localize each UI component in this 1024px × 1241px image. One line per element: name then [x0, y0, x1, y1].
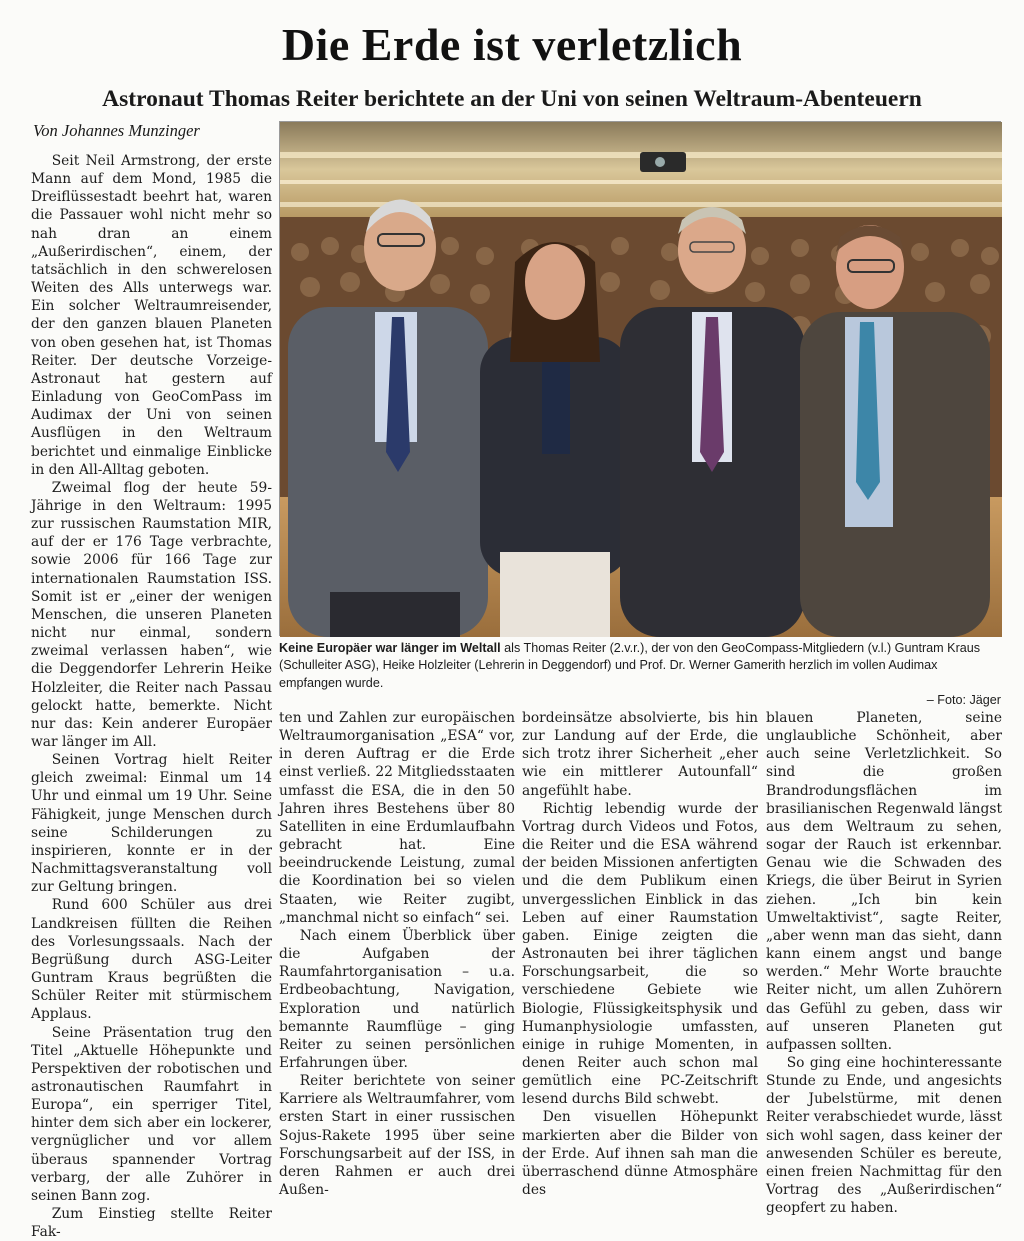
body-paragraph: Rund 600 Schüler aus drei Landkreisen füllten die Reihen des Vorlesungssaals. Nach der Begrüßung durch ASG-Leiter Guntram Kraus begrüßten die Schüler Reiter mit stürmischem Applaus. — [31, 897, 272, 1023]
body-paragraph: blauen Planeten, seine unglaubliche Schönheit, aber auch seine Verletzlichkeit. So sind die großen Brandrodungsflächen im brasilianischen Regenwald längst aus dem Weltraum zu sehen, sogar der Rauch ist erkennbar. Genau wie die Schwaden des Kriegs, die über Beirut in Syrien ziehen. „Ich bin kein Umweltaktivist“, sagte Reiter, „aber wenn man das sieht, dann kann einem angst und bange werden.“ Mehr Worte brauchte Reiter nicht, um allen Zuhörern das Gefühl zu geben, dass wir auf unseren Planeten gut aufpassen sollten. — [766, 710, 1002, 1053]
body-paragraph: Richtig lebendig wurde der Vortrag durch Videos und Fotos, die Reiter und die ESA während der beiden Missionen anfertigten und die dem Publikum einen unvergesslichen Einblick in das Leben auf einer Raumstation gaben. Einige zeigten die Astronauten bei ihrer täglichen Forschungsarbeit, die so verschiedene Gebiete wie Biologie, Flüssigkeitsphysik und Humanphysiologie umfassten, einige in ruhige Momenten, in denen Reiter auch schon mal gemütlich eine PC-Zeitschrift lesend durchs Bild schwebt. — [522, 800, 758, 1108]
text-column-2 — [279, 709, 515, 1199]
body-paragraph: Zweimal flog der heute 59-Jährige in den Weltraum: 1995 zur russischen Raumstation MIR, auf der er 176 Tage verbrachte, sowie 2006 für 166 Tage zur internationalen Raumstation ISS. Somit ist er „einer der wenigen Menschen, die unseren Planeten nicht nur einmal, sondern zweimal verlassen haben“, wie die Deggendorfer Lehrerin Heike Holzleiter, die Reiter nach Passau gelockt hatte, bemerkte. Nicht nur das: Kein anderer Europäer war länger im All. — [31, 479, 272, 750]
byline: Von Johannes Munzinger — [33, 121, 200, 140]
photo-audimax-group — [280, 122, 1002, 637]
caption-lead: Keine Europäer war länger im Weltall — [279, 641, 501, 655]
body-paragraph: bordeinsätze absolvierte, bis hin zur Landung auf der Erde, die sich trotz ihrer Sicherheit „eher wie ein mittlerer Autounfall“ angefühlt habe. — [522, 710, 758, 799]
body-paragraph: Den visuellen Höhepunkt markierten aber die Bilder von der Erde. Auf ihnen sah man die überraschend dünne Atmosphäre des — [522, 1109, 758, 1199]
body-paragraph: Seinen Vortrag hielt Reiter gleich zweimal: Einmal um 14 Uhr und einmal um 19 Uhr. Seine Fähigkeit, junge Menschen durch seine Schilderungen zu inspirieren, konnte er in der Nachmittagsveranstaltung voll zur Geltung bringen. — [31, 752, 272, 896]
headline: Die Erde ist verletzlich — [281, 19, 743, 70]
text-column-3 — [522, 709, 758, 1199]
subheadline: Astronaut Thomas Reiter berichtete an der Uni von seinen Weltraum-Abenteuern — [102, 86, 922, 112]
body-paragraph: Seine Präsentation trug den Titel „Aktuelle Höhepunkte und Perspektiven der robotischen und astronautischen Raumfahrt in Europa“, ein sperriger Titel, hinter dem sich aber ein lockerer, vergnüglicher und vor allem überaus spannender Vortrag verbarg, der alle Zuhörer in seinen Bann zog. — [31, 1024, 272, 1204]
article-photo — [279, 121, 1001, 636]
photo-credit: – Foto: Jäger — [926, 692, 1001, 707]
body-paragraph: Reiter berichtete von seiner Karriere als Weltraumfahrer, vom ersten Start in einer russischen Sojus-Rakete 1995 über seine Forschungsarbeit auf der ISS, in deren Rahmen er auch drei Außen- — [279, 1073, 515, 1199]
text-column-4 — [766, 709, 1002, 1217]
photo-caption — [279, 640, 1001, 709]
body-paragraph: Zum Einstieg stellte Reiter Fak- — [31, 1206, 272, 1241]
text-column-1 — [31, 152, 272, 1241]
body-paragraph: Nach einem Überblick über die Aufgaben der Raumfahrtorganisation – u.a. Erdbeobachtung, Navigation, Exploration und natürlich bemannte Raumflüge – ging Reiter zu seinen persönlichen Erfahrungen über. — [279, 927, 515, 1071]
body-paragraph: Seit Neil Armstrong, der erste Mann auf dem Mond, 1985 die Dreiflüssestadt beehrt hat, waren die Passauer wohl nicht mehr so nah dran an einem „Außerirdischen“, einem, der tatsächlich in den schwerelosen Weiten des Alls unterwegs war. Ein solcher Weltraumreisender, der den ganzen blauen Planeten von oben gesehen hat, ist Thomas Reiter. Der deutsche Vorzeige-Astronaut hat gestern auf Einladung von GeoComPass im Audimax der Uni von seinen Ausflügen in den Weltraum berichtet und einmalige Einblicke in den All-Alltag geboten. — [31, 153, 272, 478]
caption-text: als Thomas Reiter (2.v.r.), der von den GeoCompass-Mitgliedern (v.l.) Guntram Kraus (Schulleiter ASG), Heike Holzleiter (Lehrerin in Deggendorf) und Prof. Dr. Werner Gamerith herzlich im vollen Audimax empfangen wurde. — [279, 641, 981, 690]
body-paragraph: So ging eine hochinteressante Stunde zu Ende, und angesichts der Jubelstürme, mit denen Reiter verabschiedet wurde, lässt sich wohl sagen, dass keiner der anwesenden Schüler es bereute, einen freien Nachmittag für den Vortrag des „Außerirdischen“ geopfert zu haben. — [766, 1054, 1002, 1217]
body-paragraph: ten und Zahlen zur europäischen Weltraumorganisation „ESA“ vor, in deren Auftrag er die Erde einst verließ. 22 Mitgliedsstaaten umfasst die ESA, die in den 50 Jahren ihres Bestehens über 80 Satelliten in eine Erdumlaufbahn gebracht hat. Eine beeindruckende Leistung, zumal die Koordination bei so vielen Staaten, wie Reiter zugibt, „manchmal nicht so einfach“ sei. — [279, 710, 515, 926]
